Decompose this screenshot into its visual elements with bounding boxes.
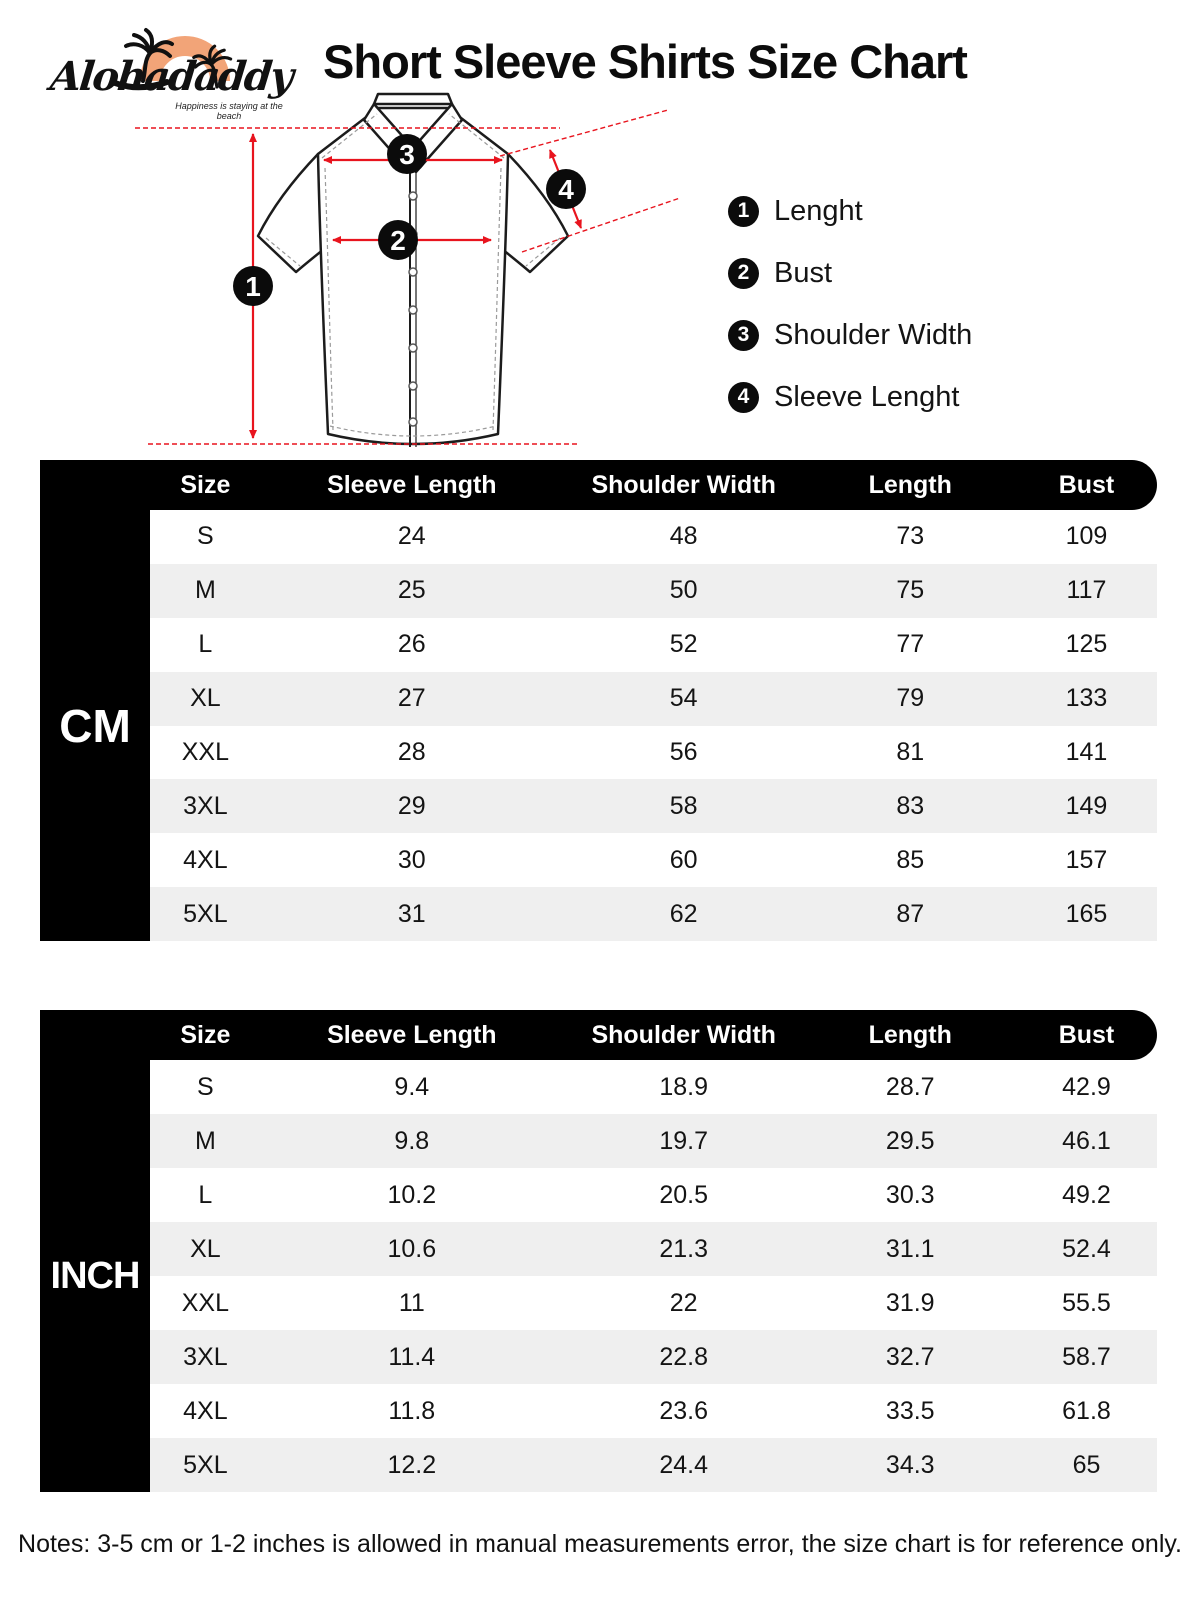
table-row (150, 1060, 1157, 1114)
column-header-length: Length (868, 1020, 952, 1049)
column-header-sleeve-length: Sleeve Length (327, 1020, 497, 1049)
table-cell: 58 (669, 791, 698, 820)
table-cell: 12.2 (387, 1450, 437, 1479)
table-cell: 9.4 (394, 1072, 430, 1101)
table-cell: 61.8 (1062, 1396, 1111, 1425)
table-cell: 165 (1065, 899, 1108, 928)
brand-name: Alohadaddy (48, 53, 294, 100)
table-cell: 28.7 (885, 1072, 935, 1101)
table-cell: 157 (1065, 845, 1108, 874)
legend-item-bust (728, 242, 972, 304)
table-cell: XL (190, 1234, 221, 1263)
inch-table-header (40, 1010, 1157, 1060)
inch-size-table (40, 1010, 1157, 1492)
table-cell: 23.6 (659, 1396, 709, 1425)
legend-number-icon: 2 (728, 258, 759, 289)
table-row (150, 1384, 1157, 1438)
table-row (150, 779, 1157, 833)
table-row (150, 1330, 1157, 1384)
table-cell: 26 (397, 630, 426, 659)
table-cell: 30 (397, 845, 426, 874)
table-cell: 10.2 (387, 1180, 437, 1209)
table-cell: XL (190, 684, 221, 713)
table-row (150, 1168, 1157, 1222)
table-cell: 56 (669, 737, 698, 766)
column-header-shoulder-width: Shoulder Width (591, 470, 776, 499)
legend-label: Shoulder Width (774, 318, 973, 351)
table-cell: 73 (896, 522, 925, 551)
table-cell: S (197, 522, 214, 551)
column-header-bust: Bust (1058, 1020, 1115, 1049)
table-cell: 3XL (183, 1342, 228, 1371)
table-cell: 22.8 (659, 1342, 709, 1371)
table-cell: 29 (397, 791, 426, 820)
table-row (150, 1114, 1157, 1168)
column-header-size: Size (180, 1020, 231, 1049)
table-cell: 62 (669, 899, 698, 928)
table-cell: 28 (397, 737, 426, 766)
inch-table-rows (150, 1060, 1157, 1492)
table-cell: 31.1 (885, 1234, 935, 1263)
table-cell: 31 (397, 899, 426, 928)
column-header-shoulder-width: Shoulder Width (591, 1020, 776, 1049)
legend-label: Lenght (774, 194, 863, 227)
table-cell: S (197, 1072, 214, 1101)
table-cell: 87 (896, 899, 925, 928)
table-cell: 54 (669, 684, 698, 713)
page-title: Short Sleeve Shirts Size Chart (323, 35, 967, 88)
table-cell: 4XL (183, 1396, 228, 1425)
table-row (150, 1222, 1157, 1276)
cm-table-header (40, 460, 1157, 510)
table-cell: 149 (1065, 791, 1108, 820)
table-cell: 25 (397, 576, 426, 605)
table-cell: 19.7 (659, 1126, 709, 1155)
table-cell: 125 (1065, 630, 1108, 659)
table-cell: 75 (896, 576, 925, 605)
column-header-length: Length (868, 470, 952, 499)
table-cell: 27 (397, 684, 426, 713)
legend-number-icon: 1 (728, 196, 759, 227)
table-cell: 77 (896, 630, 925, 659)
table-cell: 81 (896, 737, 925, 766)
table-cell: 30.3 (885, 1180, 935, 1209)
table-cell: 60 (669, 845, 698, 874)
table-cell: 22 (669, 1288, 698, 1317)
table-cell: 20.5 (659, 1180, 709, 1209)
table-cell: L (198, 1180, 213, 1209)
table-cell: 32.7 (885, 1342, 935, 1371)
table-row (150, 510, 1157, 564)
table-cell: 55.5 (1062, 1288, 1111, 1317)
measurement-legend (728, 180, 972, 428)
table-cell: 31.9 (885, 1288, 935, 1317)
unit-label-cm: CM (40, 510, 150, 941)
unit-label-inch: INCH (40, 1060, 150, 1492)
table-cell: 83 (896, 791, 925, 820)
table-cell: M (194, 576, 216, 605)
table-cell: 58.7 (1062, 1342, 1111, 1371)
marker-4: 4 (558, 174, 574, 205)
cm-table-rows (150, 510, 1157, 941)
measurement-note: Notes: 3-5 cm or 1-2 inches is allowed in manual measurements error, the size chart is for reference only. (18, 1530, 1182, 1558)
table-cell: M (194, 1126, 216, 1155)
legend-label: Sleeve Lenght (774, 380, 960, 413)
table-cell: 33.5 (885, 1396, 935, 1425)
table-cell: 49.2 (1062, 1180, 1111, 1209)
legend-number-icon: 3 (728, 320, 759, 351)
table-cell: 4XL (183, 845, 228, 874)
table-cell: 50 (669, 576, 698, 605)
table-cell: 109 (1065, 522, 1108, 551)
table-cell: 3XL (183, 791, 228, 820)
table-cell: 10.6 (387, 1234, 437, 1263)
table-cell: 65 (1072, 1450, 1101, 1479)
table-row (150, 726, 1157, 780)
table-cell: 48 (669, 522, 698, 551)
table-cell: XXL (181, 737, 230, 766)
column-header-bust: Bust (1058, 470, 1115, 499)
table-cell: 34.3 (885, 1450, 935, 1479)
table-cell: XXL (181, 1288, 230, 1317)
table-cell: 141 (1065, 737, 1108, 766)
shirt-measurement-diagram (120, 88, 680, 458)
legend-item-shoulder-width (728, 304, 972, 366)
table-cell: 117 (1066, 576, 1107, 605)
marker-1: 1 (245, 271, 261, 302)
table-cell: 18.9 (659, 1072, 709, 1101)
table-cell: 29.5 (885, 1126, 935, 1155)
legend-item-sleeve-length (728, 366, 972, 428)
table-cell: L (198, 630, 213, 659)
table-cell: 52 (669, 630, 698, 659)
cm-size-table (40, 460, 1157, 941)
brand-tagline: Happiness is staying at the beach (175, 101, 283, 121)
legend-number-icon: 4 (728, 382, 759, 413)
marker-3: 3 (399, 139, 415, 170)
table-cell: 11 (398, 1288, 425, 1317)
table-cell: 79 (896, 684, 925, 713)
marker-2: 2 (390, 225, 406, 256)
table-cell: 24.4 (659, 1450, 709, 1479)
table-cell: 21.3 (659, 1234, 709, 1263)
column-header-size: Size (180, 470, 231, 499)
table-cell: 5XL (183, 1450, 228, 1479)
table-cell: 42.9 (1062, 1072, 1111, 1101)
table-cell: 85 (896, 845, 925, 874)
table-cell: 11.8 (388, 1396, 436, 1425)
legend-item-length (728, 180, 972, 242)
legend-label: Bust (774, 256, 833, 289)
table-row (150, 887, 1157, 941)
table-cell: 9.8 (394, 1126, 430, 1155)
table-row (150, 1438, 1157, 1492)
table-row (150, 672, 1157, 726)
table-cell: 11.4 (388, 1342, 436, 1371)
table-row (150, 564, 1157, 618)
column-header-sleeve-length: Sleeve Length (327, 470, 497, 499)
table-cell: 24 (397, 522, 426, 551)
table-cell: 52.4 (1062, 1234, 1111, 1263)
table-row (150, 1276, 1157, 1330)
table-row (150, 618, 1157, 672)
table-cell: 133 (1065, 684, 1108, 713)
table-cell: 5XL (183, 899, 228, 928)
table-cell: 46.1 (1062, 1126, 1111, 1155)
table-row (150, 833, 1157, 887)
